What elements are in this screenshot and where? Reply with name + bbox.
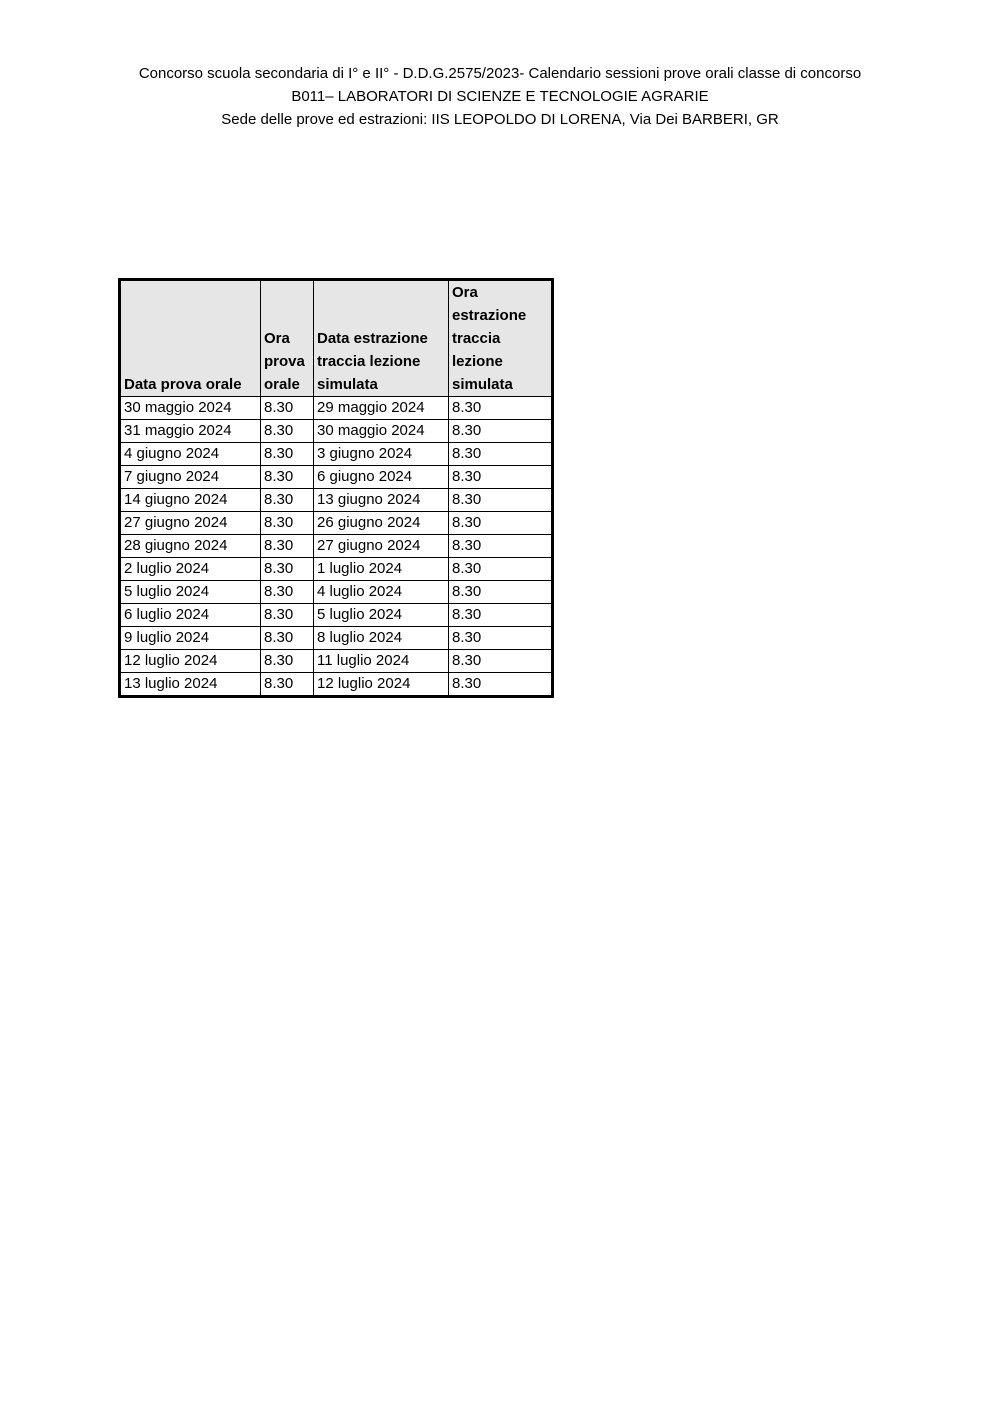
extraction-date-cell: 1 luglio 2024 — [314, 558, 449, 581]
header-row — [120, 280, 553, 397]
extraction-date-cell: 8 luglio 2024 — [314, 627, 449, 650]
extraction-date-cell: 27 giugno 2024 — [314, 535, 449, 558]
extraction-date-cell: 6 giugno 2024 — [314, 466, 449, 489]
table-row — [120, 627, 553, 650]
extraction-time-cell: 8.30 — [449, 604, 553, 627]
exam-time-cell: 8.30 — [261, 673, 314, 697]
exam-time-cell: 8.30 — [261, 604, 314, 627]
exam-date-cell: 5 luglio 2024 — [120, 581, 261, 604]
extraction-time-cell: 8.30 — [449, 627, 553, 650]
header-text-line: lezione — [452, 353, 503, 370]
header-text-line: estrazione — [452, 307, 527, 324]
table-row — [120, 466, 553, 489]
extraction-date-cell: 30 maggio 2024 — [314, 420, 449, 443]
extraction-time-cell: 8.30 — [449, 420, 553, 443]
header-venue-line: Sede delle prove ed estrazioni: IIS LEOPOLDO DI LORENA, Via Dei BARBERI, GR — [221, 111, 779, 128]
exam-time-cell: 8.30 — [261, 627, 314, 650]
extraction-date-cell: 26 giugno 2024 — [314, 512, 449, 535]
extraction-date-cell: 5 luglio 2024 — [314, 604, 449, 627]
table-body — [120, 397, 553, 697]
column-header-exam-time — [261, 280, 314, 397]
table-row — [120, 581, 553, 604]
exam-time-cell: 8.30 — [261, 581, 314, 604]
exam-date-cell: 28 giugno 2024 — [120, 535, 261, 558]
oral-exam-schedule-table — [118, 278, 554, 698]
extraction-time-cell: 8.30 — [449, 673, 553, 697]
extraction-time-cell: 8.30 — [449, 650, 553, 673]
extraction-time-cell: 8.30 — [449, 535, 553, 558]
table-row — [120, 604, 553, 627]
exam-time-cell: 8.30 — [261, 535, 314, 558]
column-header-extraction-date — [314, 280, 449, 397]
table-row — [120, 489, 553, 512]
header-text-line: prova — [264, 353, 305, 370]
header-title-line: Concorso scuola secondaria di I° e II° - D.D.G.2575/2023- Calendario sessioni prove orali classe di concorso — [138, 65, 862, 82]
extraction-time-cell: 8.30 — [449, 558, 553, 581]
column-header-extraction-time — [449, 280, 553, 397]
table-row — [120, 397, 553, 420]
exam-date-cell: 14 giugno 2024 — [120, 489, 261, 512]
extraction-time-cell: 8.30 — [449, 443, 553, 466]
extraction-time-cell: 8.30 — [449, 512, 553, 535]
exam-time-cell: 8.30 — [261, 558, 314, 581]
exam-date-cell: 30 maggio 2024 — [120, 397, 261, 420]
table-row — [120, 512, 553, 535]
extraction-date-cell: 3 giugno 2024 — [314, 443, 449, 466]
header-text-line: orale — [264, 376, 300, 393]
exam-date-cell: 12 luglio 2024 — [120, 650, 261, 673]
header-text-line: traccia lezione — [317, 353, 421, 370]
extraction-date-cell: 12 luglio 2024 — [314, 673, 449, 697]
table-row — [120, 535, 553, 558]
extraction-date-cell: 29 maggio 2024 — [314, 397, 449, 420]
header-text-line: Ora — [264, 330, 290, 347]
extraction-date-cell: 4 luglio 2024 — [314, 581, 449, 604]
extraction-time-cell: 8.30 — [449, 397, 553, 420]
extraction-date-cell: 11 luglio 2024 — [314, 650, 449, 673]
header-text-line: Data prova orale — [124, 376, 242, 393]
header-text-line: simulata — [452, 376, 513, 393]
exam-date-cell: 6 luglio 2024 — [120, 604, 261, 627]
header-text-line: traccia — [452, 330, 501, 347]
header-text-line: Data estrazione — [317, 330, 428, 347]
header-text-line: Ora — [452, 284, 478, 301]
header-class-line: B011– LABORATORI DI SCIENZE E TECNOLOGIE AGRARIE — [291, 88, 709, 105]
exam-time-cell: 8.30 — [261, 443, 314, 466]
exam-time-cell: 8.30 — [261, 397, 314, 420]
extraction-time-cell: 8.30 — [449, 466, 553, 489]
document-header — [0, 62, 1000, 131]
extraction-time-cell: 8.30 — [449, 581, 553, 604]
column-header-exam-date — [120, 280, 261, 397]
exam-time-cell: 8.30 — [261, 420, 314, 443]
exam-date-cell: 7 giugno 2024 — [120, 466, 261, 489]
extraction-date-cell: 13 giugno 2024 — [314, 489, 449, 512]
exam-time-cell: 8.30 — [261, 489, 314, 512]
exam-date-cell: 2 luglio 2024 — [120, 558, 261, 581]
exam-date-cell: 9 luglio 2024 — [120, 627, 261, 650]
table-header — [120, 280, 553, 397]
exam-date-cell: 31 maggio 2024 — [120, 420, 261, 443]
exam-time-cell: 8.30 — [261, 466, 314, 489]
table-row — [120, 673, 553, 697]
table-row — [120, 420, 553, 443]
extraction-time-cell: 8.30 — [449, 489, 553, 512]
exam-date-cell: 27 giugno 2024 — [120, 512, 261, 535]
exam-time-cell: 8.30 — [261, 650, 314, 673]
header-text-line: simulata — [317, 376, 378, 393]
exam-date-cell: 13 luglio 2024 — [120, 673, 261, 697]
exam-time-cell: 8.30 — [261, 512, 314, 535]
table-row — [120, 443, 553, 466]
table-row — [120, 558, 553, 581]
exam-date-cell: 4 giugno 2024 — [120, 443, 261, 466]
table-row — [120, 650, 553, 673]
